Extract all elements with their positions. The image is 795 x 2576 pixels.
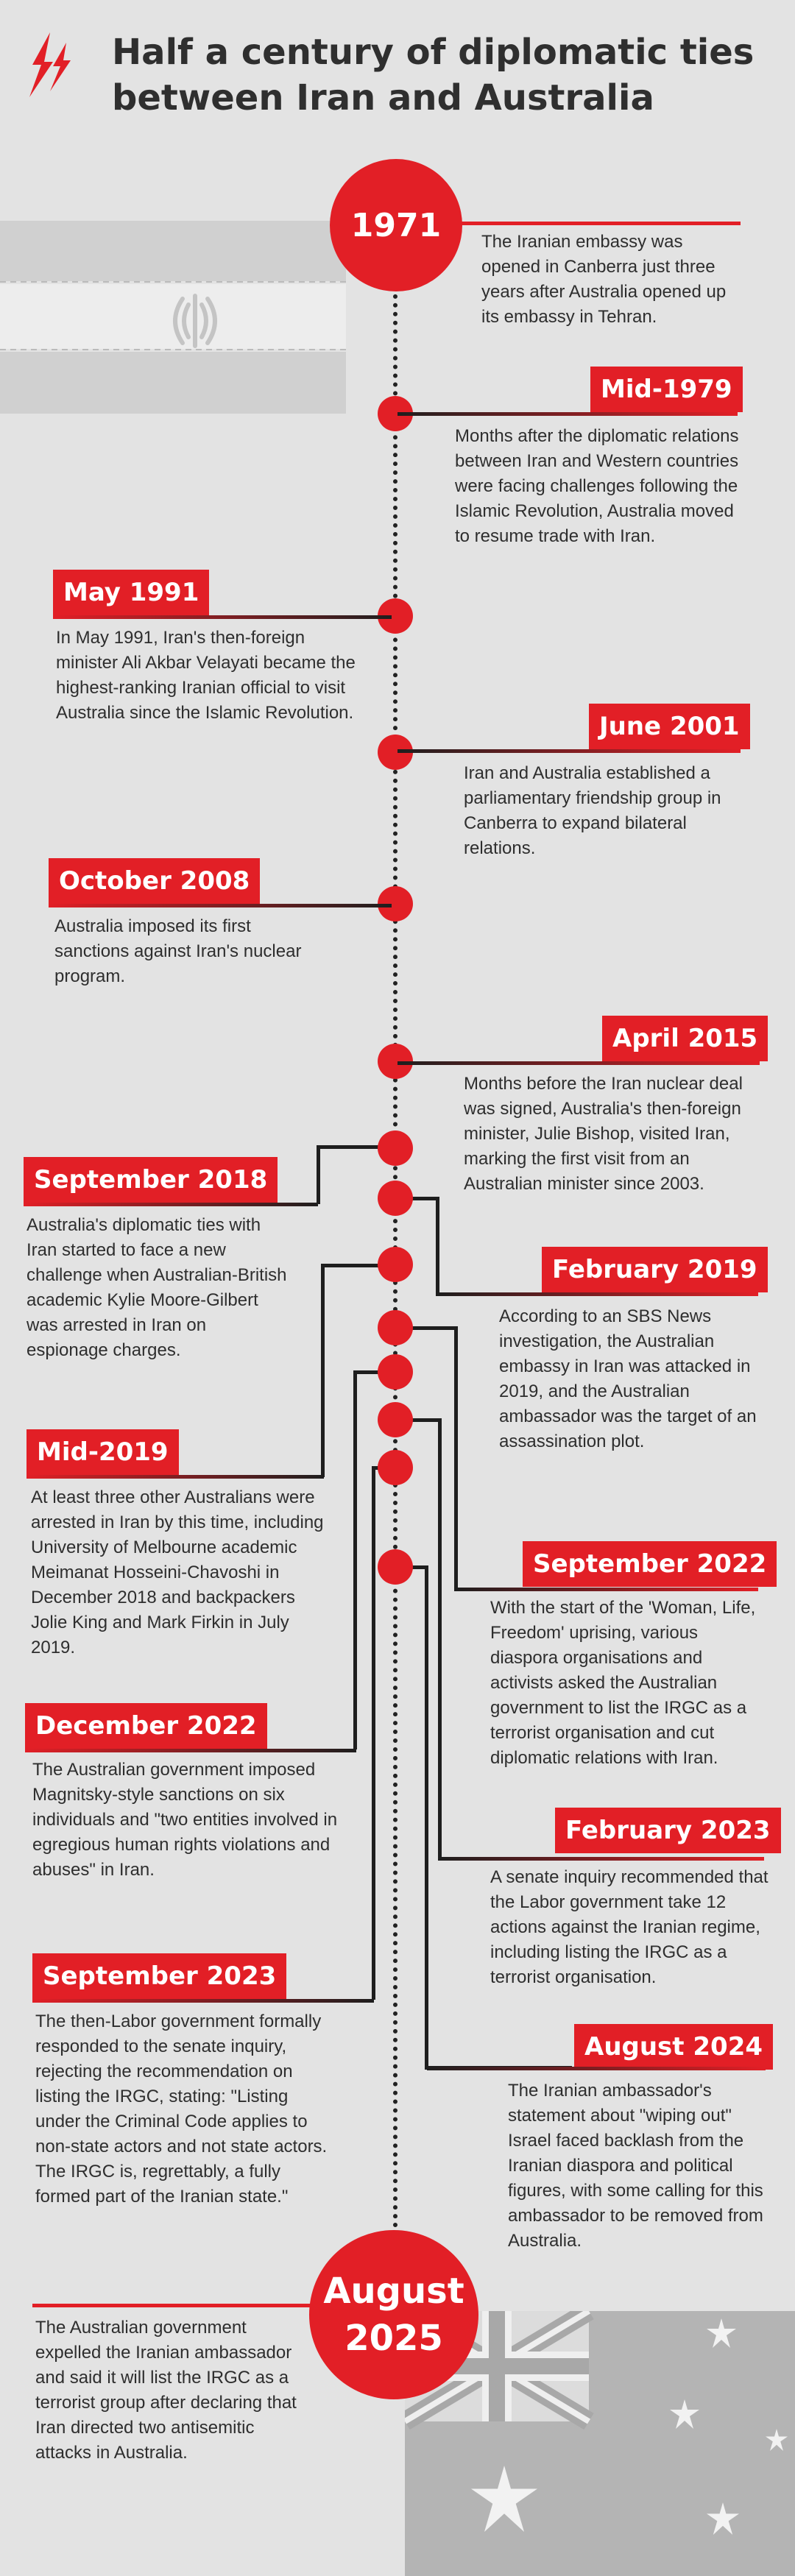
iran-flag-decoration — [0, 221, 346, 414]
connector — [454, 1326, 458, 1591]
event-text: The Australian government expelled the Iranian ambassador and said it will list the IRGC as a terrorist group after declaring that Iran directed two antisemitic attacks in Australia. — [35, 2318, 297, 2463]
event-label: August 2024 — [574, 2024, 773, 2070]
event-label: September 2022 — [523, 1541, 777, 1587]
underline — [26, 1475, 324, 1479]
event-text: Iran and Australia established a parliamentary friendship group in Canberra to expand bilateral relations. — [464, 763, 721, 858]
event-text: At least three other Australians were arrested in Iran by this time, including University of Melbourne academic Meimanat Hosseini-Chavoshi in December 2018 and backpackers Jolie King and Mark Firkin in July 2019. — [31, 1487, 324, 1657]
event-text: In May 1991, Iran's then-foreign minister Ali Akbar Velayati became the highest-ranking Iranian official to visit Australia since the Islamic Revolution. — [56, 628, 356, 723]
timeline-dot — [378, 1247, 413, 1282]
underline — [24, 1203, 318, 1206]
event-text: According to an SBS News investigation, the Australian embassy in Iran was attacked in 2019, and the Australian ambassador was the target of an assassination plot. — [499, 1306, 757, 1451]
event-text: Months after the diplomatic relations between Iran and Western countries were facing challenges following the Islamic Revolution, Australia moved to resume trade with Iran. — [455, 426, 739, 546]
underline — [442, 222, 741, 225]
underline — [398, 412, 738, 416]
event-label: April 2015 — [602, 1016, 768, 1061]
star-icon — [670, 2399, 699, 2429]
connector — [372, 1466, 375, 2000]
timeline-dot — [378, 1130, 413, 1166]
star-icon — [766, 2429, 788, 2451]
timeline-dot — [378, 1402, 413, 1437]
star-icon — [707, 2502, 739, 2535]
underline — [53, 615, 392, 619]
timeline-dot — [378, 1354, 413, 1390]
event-label: December 2022 — [25, 1703, 267, 1749]
event-text: Months before the Iran nuclear deal was signed, Australia's then-foreign minister, Julie Bishop, visited Iran, marking the first visit from an Australian minister since 2003. — [464, 1074, 743, 1194]
event-label: May 1991 — [53, 570, 209, 615]
underline — [427, 2067, 766, 2070]
sbs-logo-icon — [28, 32, 75, 97]
year-circle-line: 2025 — [344, 2318, 443, 2359]
underline — [440, 1857, 764, 1861]
event-label: February 2019 — [542, 1247, 768, 1292]
underline — [32, 2304, 356, 2307]
event-text: The Iranian ambassador's statement about "wiping out" Israel faced backlash from the Iranian diaspora and political figures, with some calling for this ambassador to be removed from Australia. — [508, 2081, 763, 2251]
connector — [436, 1197, 439, 1292]
event-label: June 2001 — [589, 704, 750, 749]
iran-emblem-icon — [162, 291, 228, 350]
event-label: Mid-1979 — [590, 367, 743, 412]
timeline-dot — [378, 1450, 413, 1485]
star-icon — [471, 2466, 537, 2532]
event-label: Mid-2019 — [26, 1429, 179, 1475]
timeline-dot — [378, 1310, 413, 1345]
underline — [398, 1061, 760, 1065]
event-label: October 2008 — [49, 858, 260, 904]
event-text: A senate inquiry recommended that the Labor government take 12 actions against the Iranian regime, including listing the IRGC as a terrorist organisation. — [490, 1867, 768, 1987]
event-text: Australia imposed its first sanctions against Iran's nuclear program. — [54, 916, 302, 986]
star-icon — [707, 2318, 736, 2348]
underline — [398, 749, 741, 753]
underline — [32, 1999, 374, 2003]
underline — [456, 1588, 758, 1591]
event-text: The Australian government imposed Magnitsky-style sanctions on six individuals and "two entities involved in egregious human rights violations and abuses" in Iran. — [32, 1760, 338, 1880]
timeline-line — [393, 250, 398, 2326]
event-label: February 2023 — [555, 1808, 781, 1853]
connector — [438, 1418, 442, 1860]
timeline-dot — [378, 1181, 413, 1216]
event-text: The Iranian embassy was opened in Canberra just three years after Australia opened up its embassy in Tehran. — [481, 232, 727, 327]
connector — [321, 1264, 325, 1477]
timeline-dot — [378, 1549, 413, 1585]
event-text: Australia's diplomatic ties with Iran started to face a new challenge when Australian-British academic Kylie Moore-Gilbert was arrested in Iran on espionage charges. — [26, 1215, 287, 1360]
connector — [425, 1565, 428, 2070]
page-title: Half a century of diplomatic ties between Iran and Australia — [112, 32, 755, 118]
event-label: September 2023 — [32, 1953, 286, 1999]
event-text: With the start of the 'Woman, Life, Freedom' uprising, various diaspora organisations and activists asked the Australian government to list the IRGC as a terrorist organisation and cut diplomatic relations with Iran. — [490, 1598, 756, 1768]
year-circle-august-2025 — [309, 2230, 478, 2399]
connector — [317, 1145, 320, 1204]
year-circle-1971: 1971 — [330, 159, 462, 291]
connector — [353, 1370, 357, 1749]
year-circle-line: August — [323, 2271, 464, 2312]
underline — [49, 904, 392, 907]
event-label: September 2018 — [24, 1157, 278, 1203]
underline — [25, 1749, 356, 1752]
underline — [439, 1292, 758, 1296]
event-text: The then-Labor government formally responded to the senate inquiry, rejecting the recommendation on listing the IRGC, stating: "Listing under the Criminal Code applies to non-state actors and not state actors. The IRGC is, regrettably, a fully formed part of the Iranian state." — [35, 2011, 328, 2207]
